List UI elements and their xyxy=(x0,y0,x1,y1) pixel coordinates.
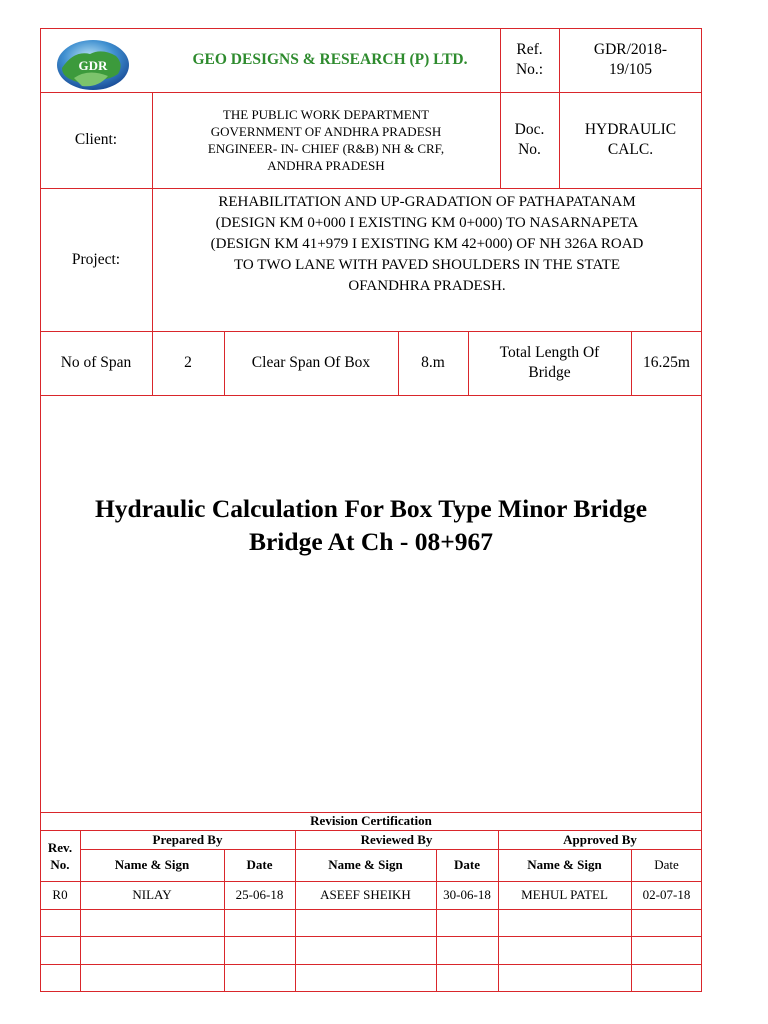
revision-heading: Revision Certification xyxy=(310,813,432,828)
ref-label-text: Ref. No.: xyxy=(515,41,544,78)
project-block xyxy=(152,192,702,302)
prep-date-header: Date xyxy=(246,857,273,872)
client-line: ANDHRA PRADESH xyxy=(267,158,385,173)
approved-by-header: Approved By xyxy=(563,831,637,847)
clear-span-label: Clear Span Of Box xyxy=(251,354,371,371)
divider xyxy=(40,936,702,937)
client-line: THE PUBLIC WORK DEPARTMENT xyxy=(222,107,430,122)
project-line: TO TWO LANE WITH PAVED SHOULDERS IN THE STATE xyxy=(233,257,621,273)
rev-date-header: Date xyxy=(454,857,480,872)
app-name-sign-header: Name & Sign xyxy=(527,857,602,872)
title-line-1: Hydraulic Calculation For Box Type Minor Bridge xyxy=(94,494,648,523)
no-of-span-value: 2 xyxy=(184,354,192,371)
client-line: GOVERNMENT OF ANDHRA PRADESH xyxy=(210,124,442,139)
project-label: Project: xyxy=(71,250,121,268)
client-block xyxy=(152,92,500,188)
svg-text:GDR: GDR xyxy=(78,58,108,73)
project-line: (DESIGN KM 41+979 I EXISTING KM 42+000) OF NH 326A ROAD xyxy=(210,236,644,252)
table-cell-app-name: MEHUL PATEL xyxy=(521,887,608,902)
rev-no-label-text: Rev. No. xyxy=(47,839,73,872)
title-line-2: Bridge At Ch - 08+967 xyxy=(248,527,494,556)
rev-no-label xyxy=(40,830,80,881)
project-line: OFANDHRA PRADESH. xyxy=(348,278,506,294)
client-label: Client: xyxy=(74,131,118,148)
ref-value-text: GDR/2018-19/105 xyxy=(593,41,668,78)
table-cell-prep-date: 25-06-18 xyxy=(235,887,284,902)
ref-value xyxy=(559,28,702,92)
doc-label xyxy=(500,92,559,188)
rev-name-sign-header: Name & Sign xyxy=(328,857,403,872)
table-cell-rev-name: ASEEF SHEIKH xyxy=(320,887,411,902)
company-name: GEO DESIGNS & RESEARCH (P) LTD. xyxy=(192,51,468,68)
no-of-span-label: No of Span xyxy=(60,354,132,371)
doc-label-text: Doc. No. xyxy=(514,121,545,158)
table-cell-rev: R0 xyxy=(52,887,68,902)
clear-span-value: 8.m xyxy=(421,354,445,371)
doc-value-text: HYDRAULIC CALC. xyxy=(584,121,677,158)
total-length-label-text: Total Length Of Bridge xyxy=(499,344,600,381)
total-length-label xyxy=(468,331,631,395)
divider xyxy=(40,909,702,910)
client-line: ENGINEER- IN- CHIEF (R&B) NH & CRF, xyxy=(207,141,445,156)
divider xyxy=(40,964,702,965)
app-date-header: Date xyxy=(654,857,679,872)
ref-label xyxy=(500,28,559,92)
table-cell-rev-date: 30-06-18 xyxy=(443,887,491,902)
document-title xyxy=(40,490,702,560)
total-length-value: 16.25m xyxy=(643,354,690,371)
company-logo xyxy=(54,38,132,92)
table-cell-app-date: 02-07-18 xyxy=(642,887,691,902)
reviewed-by-header: Reviewed By xyxy=(360,831,433,847)
table-cell-prep-name: NILAY xyxy=(132,887,172,902)
prepared-by-header: Prepared By xyxy=(152,831,223,847)
prep-name-sign-header: Name & Sign xyxy=(114,857,190,872)
project-line: REHABILITATION AND UP-GRADATION OF PATHAPATANAM xyxy=(218,194,636,210)
divider xyxy=(40,395,702,396)
project-line: (DESIGN KM 0+000 I EXISTING KM 0+000) TO NASARNAPETA xyxy=(215,215,639,231)
doc-value xyxy=(559,92,702,188)
